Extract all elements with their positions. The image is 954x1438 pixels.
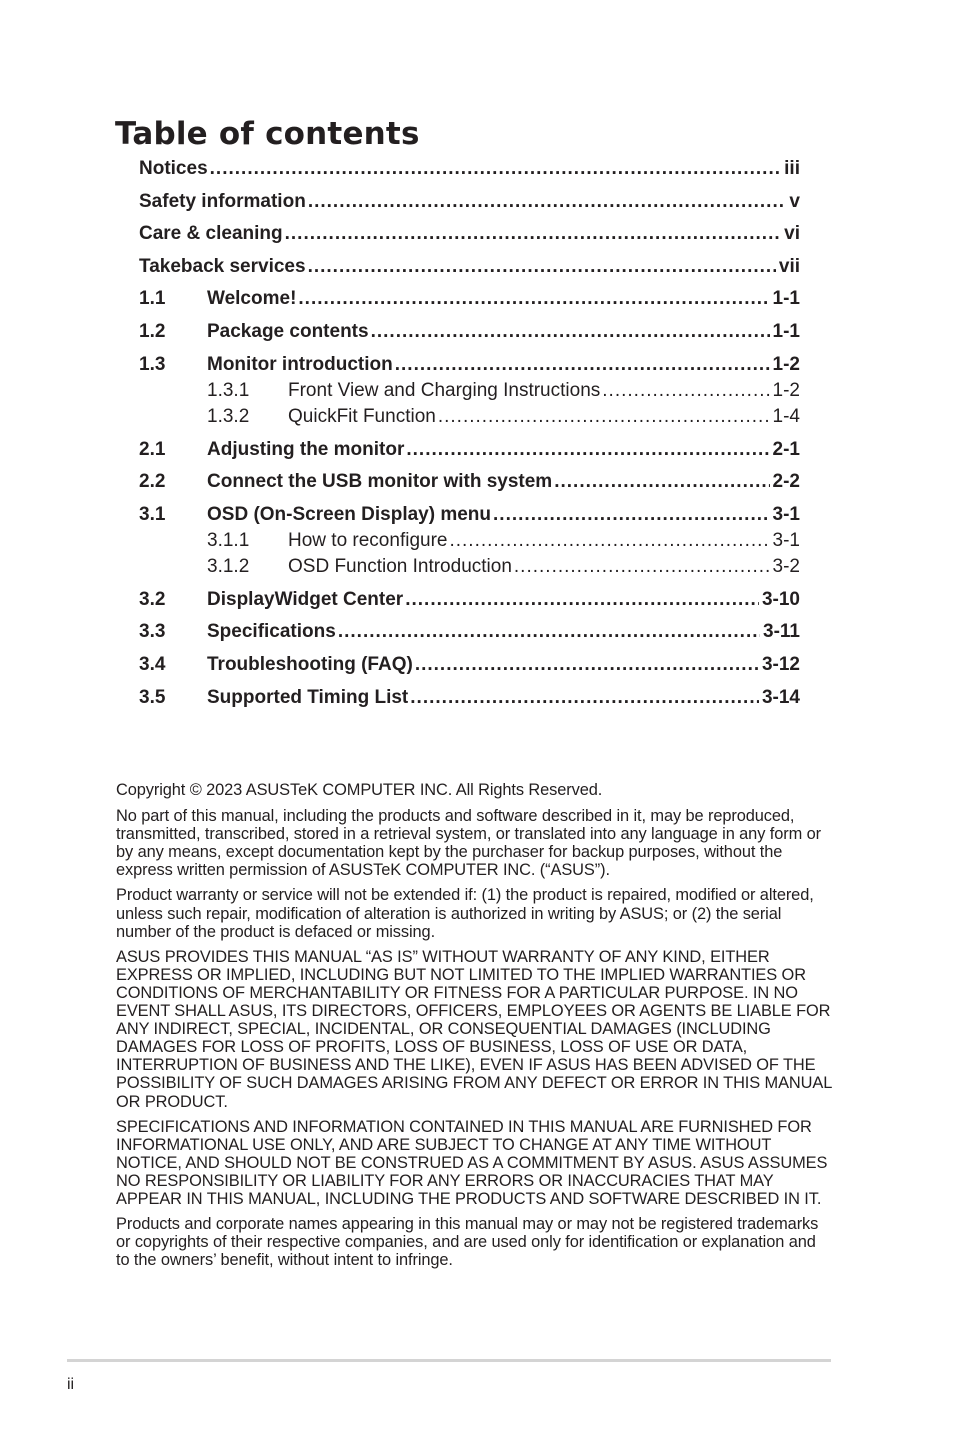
toc-page-number: 1-2 — [772, 379, 800, 401]
footer-divider — [67, 1359, 831, 1362]
toc-page-number: vi — [784, 223, 800, 245]
toc-page-number: 3-11 — [763, 621, 800, 643]
toc-dot-leader — [410, 687, 759, 709]
toc-entry-3-1-1[interactable] — [139, 530, 800, 556]
toc-label: QuickFit Function — [288, 405, 436, 427]
toc-label: DisplayWidget Center — [207, 588, 404, 610]
trademarks-paragraph: Products and corporate names appearing in this manual may or may not be registered trademarks or copyrights of their respective companies, and are used only for identification or explanation and to the owners’ benefit, without intent to infringe. — [116, 1215, 819, 1270]
toc-label: How to reconfigure — [288, 529, 448, 551]
toc-entry-notices[interactable] — [139, 158, 800, 191]
toc-page-number: 3-12 — [761, 653, 800, 675]
toc-dot-leader — [210, 158, 782, 180]
toc-section-number: 2.1 — [139, 438, 166, 460]
toc-label: Monitor introduction — [207, 353, 393, 375]
toc-entry-1-3-1[interactable] — [139, 380, 800, 406]
toc-label: Specifications — [207, 621, 336, 643]
toc-page-number: 2-1 — [772, 438, 800, 460]
toc-label: Welcome! — [207, 288, 297, 310]
toc-section-number: 3.5 — [139, 686, 166, 708]
toc-label: Connect the USB monitor with system — [207, 471, 553, 493]
toc-dot-leader — [285, 223, 782, 245]
toc-page-number: iii — [784, 158, 800, 179]
toc-page-number: 3-10 — [761, 588, 800, 610]
toc-page-number: 1-2 — [772, 353, 800, 375]
toc-section-number: 3.3 — [139, 621, 166, 643]
toc-dot-leader — [406, 439, 769, 461]
toc-page-number: vii — [778, 255, 800, 277]
toc-dot-leader — [308, 191, 787, 213]
toc-entry-2-1[interactable] — [139, 439, 800, 472]
toc-label: Care & cleaning — [139, 223, 283, 245]
toc-dot-leader — [405, 589, 759, 611]
toc-section-number: 3.1.2 — [207, 555, 250, 577]
toc-entry-3-1-2[interactable] — [139, 556, 800, 582]
toc-dot-leader — [602, 380, 769, 402]
toc-entry-safety-information[interactable] — [139, 191, 800, 224]
toc-dot-leader — [371, 321, 770, 343]
toc-dot-leader — [493, 504, 770, 526]
toc-dot-leader — [298, 288, 769, 310]
toc-section-number: 3.4 — [139, 653, 166, 675]
table-of-contents — [139, 158, 800, 719]
toc-label: Front View and Charging Instructions — [288, 379, 601, 401]
toc-page-number: 3-1 — [772, 529, 800, 551]
specifications-paragraph: SPECIFICATIONS AND INFORMATION CONTAINED IN THIS MANUAL ARE FURNISHED FOR INFORMATIONAL USE ONLY, AND ARE SUBJECT TO CHANGE AT ANY TIME WITHOUT NOTICE, AND SHOULD NOT BE CONSTRUED AS A COMMITMENT BY ASUS. ASUS ASSUMES NO RESPONSIBILITY OR LIABILITY FOR ANY ERRORS OR INACCURACIES THAT MAY APPEAR IN THIS MANUAL, INCLUDING THE PRODUCTS AND SOFTWARE DESCRIBED IN IT. — [116, 1117, 828, 1208]
toc-entry-3-5[interactable] — [139, 687, 800, 720]
toc-dot-leader — [395, 354, 770, 376]
toc-section-number: 1.1 — [139, 288, 166, 310]
toc-dot-leader — [438, 406, 770, 428]
toc-entry-care-cleaning[interactable] — [139, 223, 800, 256]
toc-section-number: 3.2 — [139, 588, 166, 610]
toc-section-number: 2.2 — [139, 471, 166, 493]
toc-dot-leader — [415, 654, 759, 676]
disclaimer-paragraph: ASUS PROVIDES THIS MANUAL “AS IS” WITHOUT WARRANTY OF ANY KIND, EITHER EXPRESS OR IMPLIED, INCLUDING BUT NOT LIMITED TO THE IMPLIED WARRANTIES OR CONDITIONS OF MERCHANTABILITY OR FITNESS FOR A PARTICULAR PURPOSE. IN NO EVENT SHALL ASUS, ITS DIRECTORS, OFFICERS, EMPLOYEES OR AGENTS BE LIABLE FOR ANY INDIRECT, SPECIAL, INCIDENTAL, OR CONSEQUENTIAL DAMAGES (INCLUDING DAMAGES FOR LOSS OF PROFITS, LOSS OF BUSINESS, LOSS OF USE OR DATA, INTERRUPTION OF BUSINESS AND THE LIKE), EVEN IF ASUS HAS BEEN ADVISED OF THE POSSIBILITY OF SUCH DAMAGES ARISING FROM ANY DEFECT OR ERROR IN THIS MANUAL OR PRODUCT. — [116, 947, 832, 1111]
toc-page-number: 1-1 — [772, 288, 800, 310]
toc-page-number: 3-1 — [772, 503, 800, 525]
toc-label: Adjusting the monitor — [207, 438, 405, 460]
toc-label: Takeback services — [139, 255, 306, 277]
reproduction-paragraph: No part of this manual, including the products and software described in it, may be reproduced, transmitted, transcribed, stored in a retrieval system, or translated into any language in any form or by any means, except documentation kept by the purchaser for backup purposes, without the express written permission of ASUSTeK COMPUTER INC. (“ASUS”). — [116, 807, 821, 880]
toc-label: Safety information — [139, 190, 306, 212]
toc-label: Supported Timing List — [207, 686, 409, 708]
toc-entry-3-1[interactable] — [139, 504, 800, 530]
toc-entry-2-2[interactable] — [139, 471, 800, 504]
toc-page-number: 3-2 — [772, 555, 800, 577]
toc-entry-1-3-2[interactable] — [139, 406, 800, 432]
legal-notice — [116, 781, 832, 1276]
toc-dot-leader — [554, 471, 769, 493]
toc-dot-leader — [338, 621, 760, 643]
warranty-paragraph: Product warranty or service will not be extended if: (1) the product is repaired, modified or altered, unless such repair, modification of alteration is authorized in writing by ASUS; or (2) the serial number of the product is defaced or missing. — [116, 886, 814, 941]
toc-label: Package contents — [207, 320, 369, 342]
toc-label: Troubleshooting (FAQ) — [207, 653, 413, 675]
toc-entry-3-3[interactable] — [139, 621, 800, 654]
toc-entry-takeback-services[interactable] — [139, 256, 800, 289]
page-title: Table of contents — [115, 116, 420, 152]
toc-section-number: 1.3.2 — [207, 405, 250, 427]
toc-dot-leader — [449, 530, 769, 552]
toc-section-number: 3.1 — [139, 503, 166, 525]
toc-label: OSD (On-Screen Display) menu — [207, 503, 492, 525]
page-number: ii — [67, 1376, 75, 1393]
toc-page-number: 3-14 — [761, 686, 800, 708]
toc-label: OSD Function Introduction — [288, 555, 512, 577]
toc-entry-1-2[interactable] — [139, 321, 800, 354]
toc-page-number: v — [789, 190, 800, 212]
toc-section-number: 1.2 — [139, 320, 166, 342]
toc-section-number: 3.1.1 — [207, 529, 250, 551]
toc-label: Notices — [139, 158, 208, 179]
toc-entry-1-1[interactable] — [139, 288, 800, 321]
toc-entry-1-3[interactable] — [139, 354, 800, 380]
toc-section-number: 1.3 — [139, 353, 166, 375]
toc-page-number: 2-2 — [772, 471, 800, 493]
copyright-notice: Copyright © 2023 ASUSTeK COMPUTER INC. All Rights Reserved. — [116, 781, 603, 799]
toc-page-number: 1-4 — [772, 405, 800, 427]
toc-dot-leader — [308, 256, 776, 278]
toc-section-number: 1.3.1 — [207, 379, 250, 401]
toc-entry-3-2[interactable] — [139, 589, 800, 622]
toc-entry-3-4[interactable] — [139, 654, 800, 687]
toc-dot-leader — [514, 556, 770, 578]
toc-page-number: 1-1 — [772, 320, 800, 342]
